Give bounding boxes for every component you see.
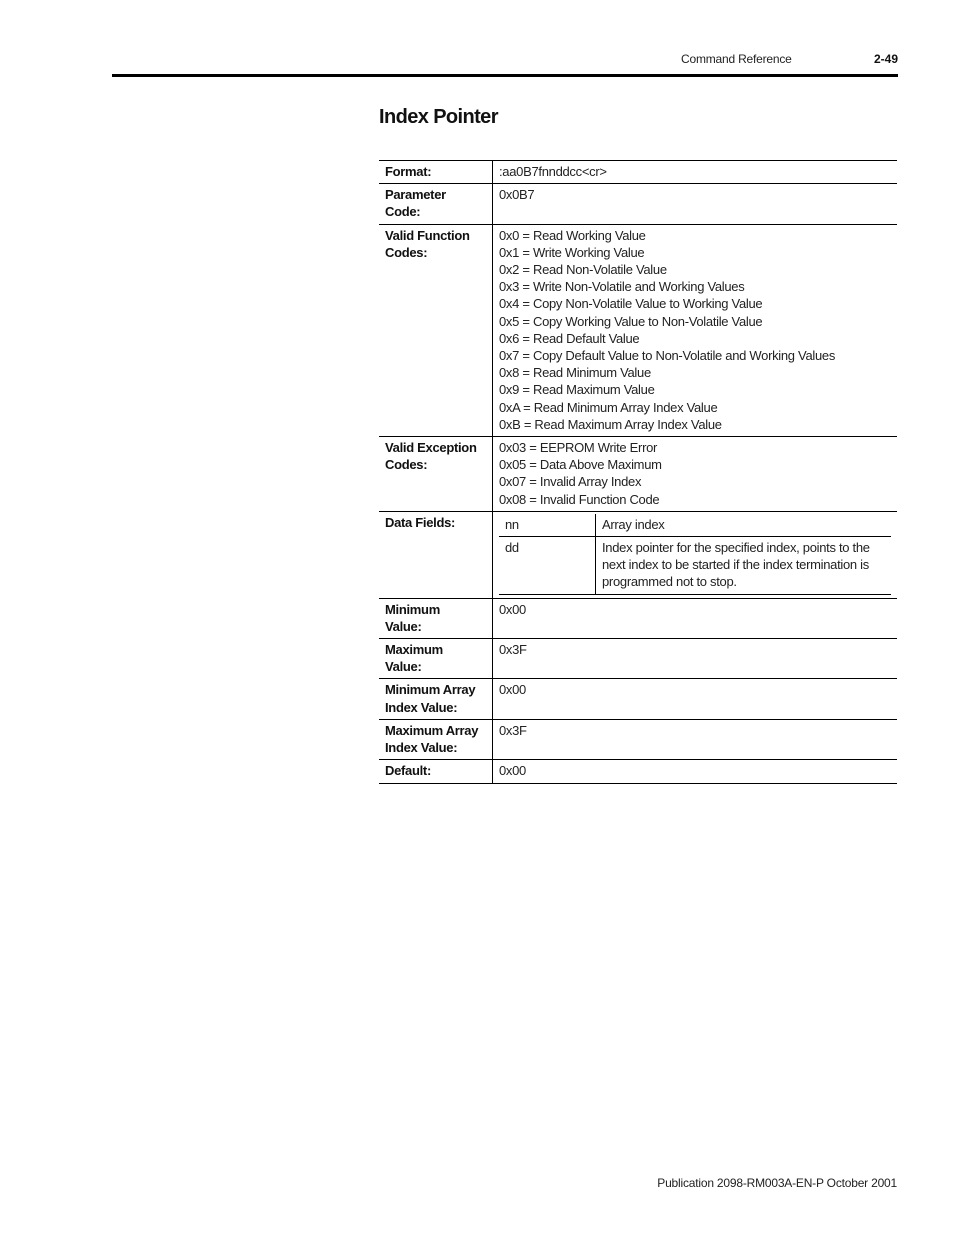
data-fields-cell — [493, 511, 898, 598]
data-field-row — [499, 537, 891, 595]
valid-exception-codes-label-line-2: Codes: — [385, 457, 428, 473]
maximum-value-label-line-2: Value: — [385, 659, 422, 675]
maximum-value-label-line-1: Maximum — [385, 642, 443, 658]
exception-code-item: 0x07 = Invalid Array Index — [499, 474, 642, 490]
function-code-item: 0xA = Read Minimum Array Index Value — [499, 399, 718, 415]
maximum-array-index-value: 0x3F — [493, 719, 898, 759]
function-code-item: 0x4 = Copy Non-Volatile Value to Working Value — [499, 296, 763, 312]
row-valid-exception-codes — [379, 437, 897, 512]
row-minimum-value — [379, 598, 897, 638]
row-minimum-array-index-value — [379, 679, 897, 719]
minimum-value-label-line-2: Value: — [385, 618, 422, 634]
row-data-fields — [379, 511, 897, 598]
function-code-item: 0x2 = Read Non-Volatile Value — [499, 262, 667, 278]
function-code-item: 0x7 = Copy Default Value to Non-Volatile and Working Values — [499, 348, 836, 364]
command-spec-table — [379, 160, 897, 784]
publication-footer: Publication 2098-RM003A-EN-P October 2001 — [657, 1176, 897, 1190]
valid-function-codes-label-line-2: Codes: — [385, 244, 428, 260]
function-code-item: 0x1 = Write Working Value — [499, 244, 645, 260]
function-code-item: 0x9 = Read Maximum Value — [499, 382, 655, 398]
row-maximum-value — [379, 639, 897, 679]
exception-code-item: 0x08 = Invalid Function Code — [499, 491, 660, 507]
maximum-array-index-value-label-line-1: Maximum Array — [385, 722, 479, 738]
default-label: Default: — [379, 760, 493, 783]
valid-exception-codes-list — [493, 437, 898, 512]
exception-code-item: 0x05 = Data Above Maximum — [499, 457, 662, 473]
format-value: :aa0B7fnnddcc<cr> — [493, 161, 898, 184]
parameter-code-label — [379, 184, 493, 224]
minimum-array-index-value: 0x00 — [493, 679, 898, 719]
valid-exception-codes-label — [379, 437, 493, 512]
row-valid-function-codes — [379, 224, 897, 436]
function-code-item: 0x8 = Read Minimum Value — [499, 365, 651, 381]
running-header-section: Command Reference — [681, 52, 792, 66]
data-field-name: nn — [499, 514, 596, 537]
function-code-item: 0x6 = Read Default Value — [499, 330, 640, 346]
exception-code-item: 0x03 = EEPROM Write Error — [499, 440, 658, 456]
minimum-value-label-line-1: Minimum — [385, 601, 440, 617]
data-field-row — [499, 514, 891, 537]
maximum-array-index-value-label — [379, 719, 493, 759]
function-code-item: 0x0 = Read Working Value — [499, 227, 646, 243]
data-field-description: Array index — [602, 516, 665, 532]
minimum-value-label — [379, 598, 493, 638]
maximum-value-label — [379, 639, 493, 679]
function-code-item: 0x5 = Copy Working Value to Non-Volatile Value — [499, 313, 763, 329]
format-label: Format: — [379, 161, 493, 184]
data-field-name: dd — [499, 537, 596, 595]
function-code-item: 0xB = Read Maximum Array Index Value — [499, 416, 722, 432]
valid-function-codes-label — [379, 224, 493, 436]
minimum-array-index-value-label-line-1: Minimum Array — [385, 682, 476, 698]
page-title: Index Pointer — [379, 106, 498, 128]
maximum-value: 0x3F — [493, 639, 898, 679]
data-fields-label: Data Fields: — [379, 511, 493, 598]
data-field-description: Index pointer for the specified index, points to the next index to be started if the index termination is programmed not to stop. — [596, 537, 892, 595]
valid-function-codes-list — [493, 224, 898, 436]
minimum-value: 0x00 — [493, 598, 898, 638]
valid-exception-codes-label-line-1: Valid Exception — [385, 440, 477, 456]
row-maximum-array-index-value — [379, 719, 897, 759]
parameter-code-value: 0x0B7 — [493, 184, 898, 224]
maximum-array-index-value-label-line-2: Index Value: — [385, 740, 458, 756]
minimum-array-index-value-label — [379, 679, 493, 719]
function-code-item: 0x3 = Write Non-Volatile and Working Values — [499, 279, 745, 295]
row-default — [379, 760, 897, 783]
default-value: 0x00 — [493, 760, 898, 783]
minimum-array-index-value-label-line-2: Index Value: — [385, 699, 458, 715]
parameter-code-label-line-1: Parameter — [385, 187, 446, 203]
row-format — [379, 161, 897, 184]
page-number: 2-49 — [873, 52, 898, 66]
parameter-code-label-line-2: Code: — [385, 204, 421, 220]
valid-function-codes-label-line-1: Valid Function — [385, 227, 470, 243]
row-parameter-code — [379, 184, 897, 224]
header-rule — [112, 74, 898, 77]
data-fields-table — [499, 514, 891, 595]
